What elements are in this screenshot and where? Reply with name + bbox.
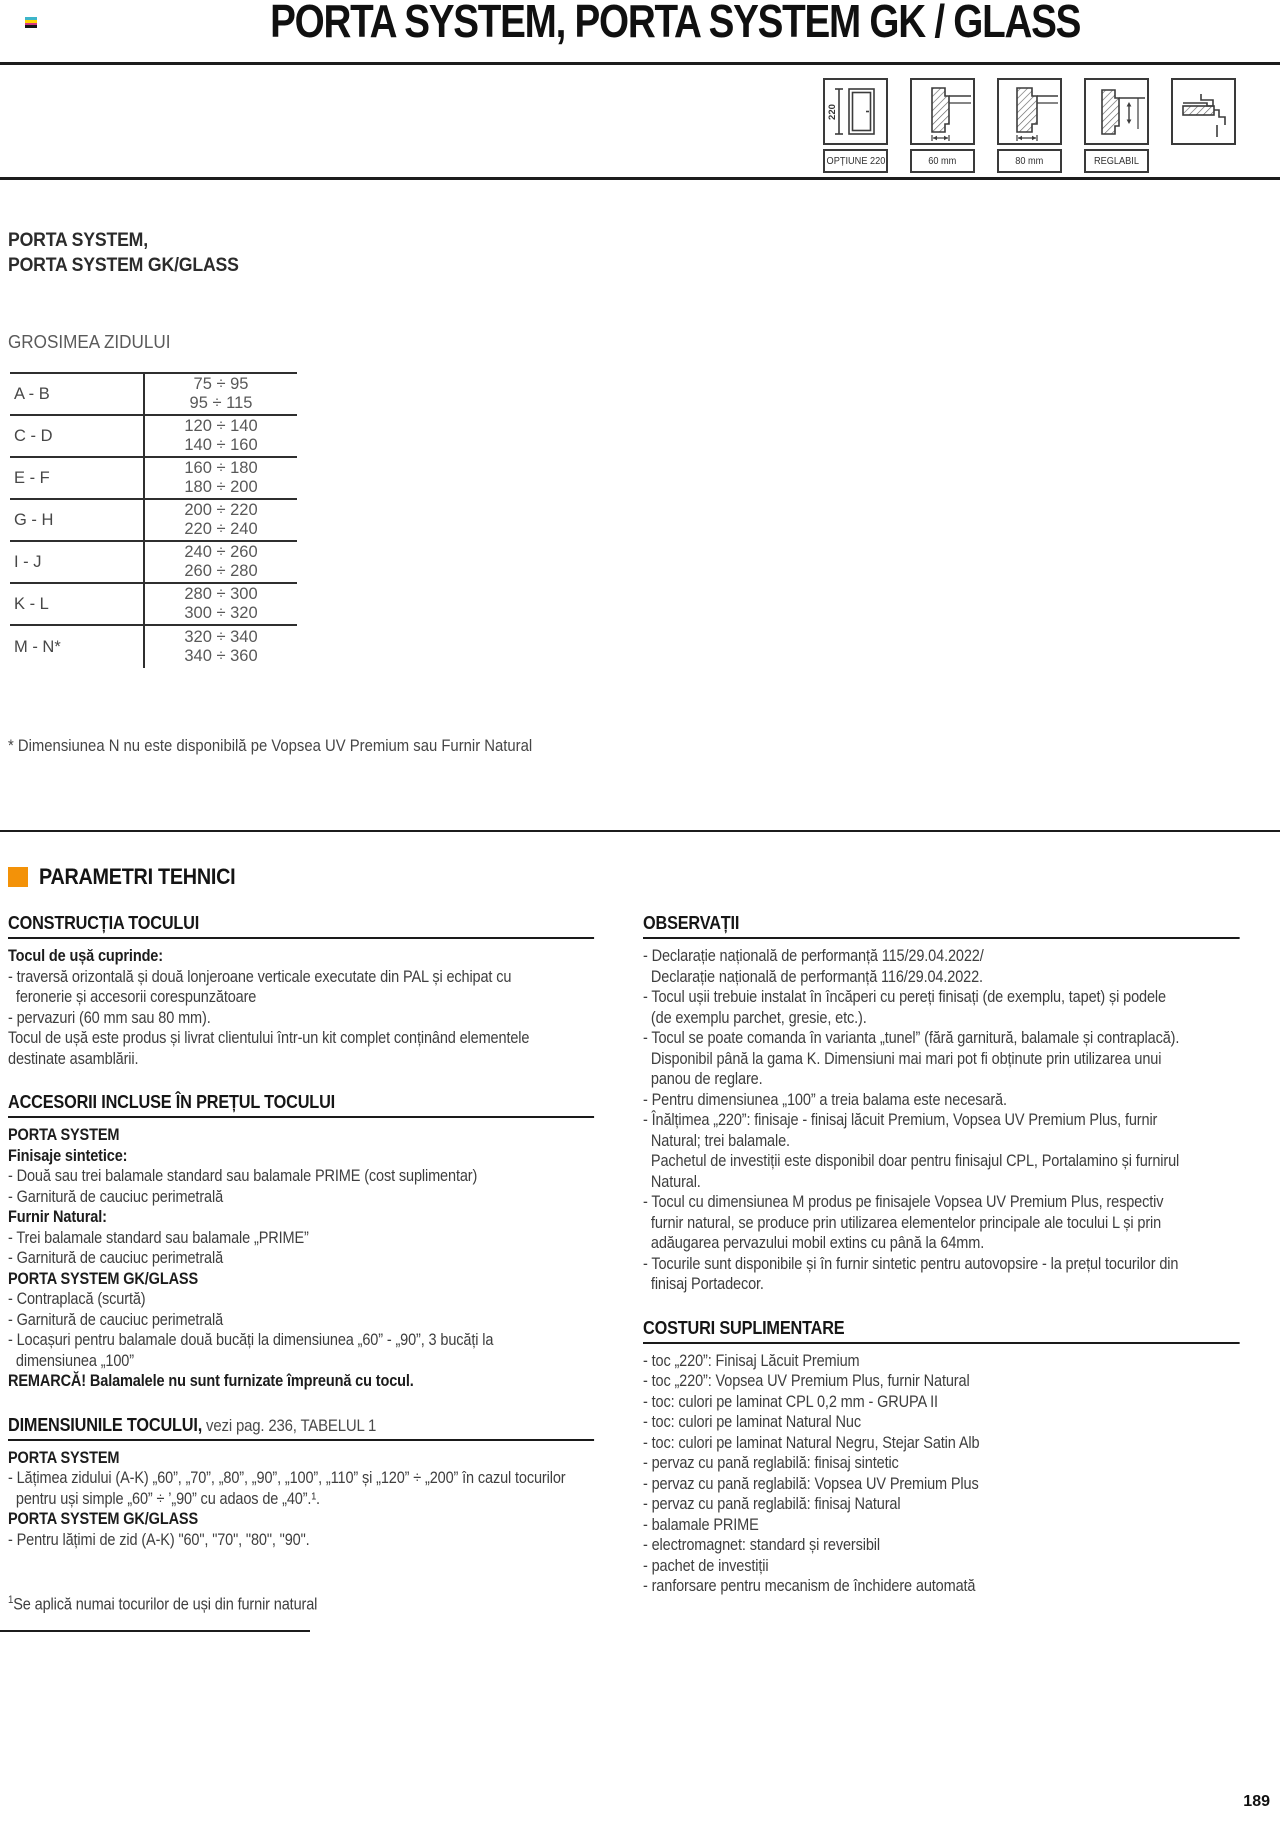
text-line: - Locașuri pentru balamale două bucăți la dimensiunea „60” - „90”, 3 bucăți la (8, 1331, 494, 1349)
text-line: - Tocul se poate comanda în varianta „tunel” (fără garnitură, balamale și contraplacă). (643, 1029, 1180, 1047)
table-row (10, 374, 297, 416)
text-line: - toc: culori pe laminat Natural Nuc (643, 1413, 861, 1431)
section (643, 912, 1240, 1295)
text-line: PORTA SYSTEM (8, 1126, 120, 1144)
text-line: - Declarație națională de performanță 115/29.04.2022/ (643, 947, 984, 965)
header-rule-top (0, 62, 1280, 65)
table-row (10, 416, 297, 458)
text-line: - toc: culori pe laminat Natural Negru, Stejar Satin Alb (643, 1433, 980, 1452)
text-line: - pervazuri (60 mm sau 80 mm). (8, 1008, 211, 1027)
row-label: C - D (14, 426, 53, 445)
row-values: 240 ÷ 260 260 ÷ 280 (143, 542, 297, 582)
section (8, 912, 594, 1069)
text-line: - Înălțimea „220”: finisaje - finisaj lăcuit Premium, Vopsea UV Premium Plus, furnir (643, 1111, 1158, 1129)
pictogram-reglabil (1084, 78, 1149, 173)
text-line: furnir natural, se produce prin utilizarea elementelor principale ale tocului L și prin (650, 1213, 1162, 1232)
pictogram-label: 60 mm (910, 149, 975, 173)
corner-profile-icon (1171, 78, 1236, 145)
text-line: PORTA SYSTEM GK/GLASS (8, 1269, 199, 1288)
text-line: - balamale PRIME (643, 1515, 759, 1534)
table-row (10, 542, 297, 584)
text-line: feronerie și accesorii corespunzătoare (15, 988, 257, 1006)
right-column (643, 912, 1240, 1597)
row-label: A - B (14, 384, 50, 403)
text-line: - toc: culori pe laminat CPL 0,2 mm - GRUPA II (643, 1392, 938, 1411)
frame-width-80-icon (997, 78, 1062, 145)
row-values: 120 ÷ 140 140 ÷ 160 (143, 416, 297, 456)
text-line: finisaj Portadecor. (650, 1275, 764, 1293)
table-row (10, 584, 297, 626)
text-line: (de exemplu parchet, gresie, etc.). (650, 1008, 867, 1027)
text-line: Natural; trei balamale. (650, 1131, 790, 1150)
row-values: 320 ÷ 340 340 ÷ 360 (143, 626, 297, 668)
text-line: - pachet de investiții (643, 1556, 769, 1575)
text-line: - Trei balamale standard sau balamale „PRIME” (8, 1228, 309, 1247)
footer-rule (0, 1630, 310, 1632)
text-line: - ranforsare pentru mecanism de închidere automată (643, 1577, 976, 1595)
text-line: Natural. (650, 1172, 701, 1191)
header-rule-bottom (0, 177, 1280, 180)
text-line: Tocul de ușă cuprinde: (8, 947, 163, 965)
right-sections-host (643, 912, 1240, 1597)
text-line: - toc „220”: Finisaj Lăcuit Premium (643, 1351, 860, 1370)
text-line: panou de reglare. (650, 1070, 763, 1088)
text-line: destinate asamblării. (8, 1049, 139, 1068)
text-line: Furnir Natural: (8, 1208, 107, 1226)
text-line: - Două sau trei balamale standard sau balamale PRIME (cost suplimentar) (8, 1167, 478, 1185)
text-line: - Tocul ușii trebuie instalat în încăperi cu pereți finisați (de exemplu, tapet) și podele (643, 988, 1166, 1006)
text-line: REMARCĂ! Balamalele nu sunt furnizate împreună cu tocul. (8, 1372, 414, 1390)
text-line: dimensiunea „100” (15, 1351, 134, 1370)
text-line: PORTA SYSTEM (8, 1448, 120, 1467)
section-title: CONSTRUCȚIA TOCULUI (8, 912, 594, 939)
frame-width-60-icon (910, 78, 975, 145)
table-row (10, 500, 297, 542)
pictogram-label: OPȚIUNE 220 (823, 149, 888, 173)
row-label: E - F (14, 468, 50, 487)
text-line: - Pentru lățimi de zid (A-K) "60", "70", "80", "90". (8, 1530, 310, 1549)
text-line: - Contraplacă (scurtă) (8, 1290, 146, 1308)
row-label: K - L (14, 594, 49, 613)
text-line: - pervaz cu pană reglabilă: finisaj Natural (643, 1495, 901, 1513)
print-registration-mark (25, 17, 37, 28)
text-line: Disponibil până la gama K. Dimensiuni mai mari pot fi obținute prin utilizarea unui (650, 1049, 1162, 1068)
text-line: - traversă orizontală și două lonjeroane verticale executate din PAL și echipat cu (8, 967, 512, 986)
text-line: adăugarea pervazului mobil extins cu până la 64mm. (650, 1234, 985, 1252)
row-values: 200 ÷ 220 220 ÷ 240 (143, 500, 297, 540)
product-title: PORTA SYSTEM, PORTA SYSTEM GK/GLASS (8, 230, 239, 276)
left-column (8, 912, 594, 1615)
footnote-sup: 1 (8, 1594, 14, 1606)
left-sections-host (8, 912, 594, 1550)
text-line: - Garnitură de cauciuc perimetrală (8, 1310, 224, 1329)
pictogram-corner (1171, 78, 1236, 173)
row-values: 160 ÷ 180 180 ÷ 200 (143, 458, 297, 498)
row-label: M - N* (14, 637, 61, 656)
section-title: ACCESORII INCLUSE ÎN PREȚUL TOCULUI (8, 1091, 594, 1118)
text-line: Declarație națională de performanță 116/29.04.2022. (650, 967, 983, 986)
row-values: 280 ÷ 300 300 ÷ 320 (143, 584, 297, 624)
pictogram-60mm (910, 78, 975, 173)
section (8, 1091, 594, 1392)
pictogram-strip (823, 78, 1236, 173)
section (643, 1317, 1240, 1597)
page-number: 189 (1243, 1793, 1270, 1810)
text-line: - pervaz cu pană reglabilă: finisaj sintetic (643, 1454, 899, 1472)
text-line: Tocul de ușă este produs și livrat clientului într-un kit complet conținând elementele (8, 1029, 530, 1047)
tech-heading (8, 864, 257, 890)
wall-table-caption: GROSIMEA ZIDULUI (8, 332, 171, 352)
text-line: - Garnitură de cauciuc perimetrală (8, 1187, 224, 1206)
text-line: PORTA SYSTEM GK/GLASS (8, 1510, 199, 1528)
section-title: OBSERVAȚII (643, 912, 1240, 939)
row-label: I - J (14, 552, 42, 571)
tech-heading-label: PARAMETRI TEHNICI (39, 864, 236, 889)
text-line: - pervaz cu pană reglabilă: Vopsea UV Premium Plus (643, 1474, 979, 1493)
footnote-text: Se aplică numai tocurilor de uși din furnir natural (13, 1595, 318, 1614)
frame-adjustable-icon (1084, 78, 1149, 145)
text-line: - Tocul cu dimensiunea M produs pe finisajele Vopsea UV Premium Plus, respectiv (643, 1193, 1164, 1211)
pictogram-option-220 (823, 78, 888, 173)
text-line: pentru uși simple „60” ÷ ’„90” cu adaos de „40”.¹. (15, 1489, 320, 1508)
wall-thickness-table (10, 372, 297, 668)
pictogram-label: REGLABIL (1084, 149, 1149, 173)
text-line: - Garnitură de cauciuc perimetrală (8, 1249, 224, 1267)
section-title: DIMENSIUNILE TOCULUI, vezi pag. 236, TABELUL 1 (8, 1414, 594, 1441)
row-label: G - H (14, 510, 54, 529)
text-line: - Pentru dimensiunea „100” a treia balama este necesară. (643, 1090, 1007, 1109)
text-line: - toc „220”: Vopsea UV Premium Plus, furnir Natural (643, 1372, 970, 1390)
page-title: PORTA SYSTEM, PORTA SYSTEM GK / GLASS (270, 0, 1080, 47)
table-row (10, 458, 297, 500)
pictogram-80mm (997, 78, 1062, 173)
section-title: COSTURI SUPLIMENTARE (643, 1317, 1240, 1344)
text-line: - electromagnet: standard și reversibil (643, 1536, 880, 1554)
accent-square (8, 867, 28, 887)
door-height-220-icon (823, 78, 888, 145)
footnote (8, 1590, 594, 1615)
section-divider (0, 830, 1280, 832)
door-height-value: 220 (827, 104, 838, 120)
table-note: * Dimensiunea N nu este disponibilă pe Vopsea UV Premium sau Furnir Natural (8, 737, 533, 755)
text-line: - Tocurile sunt disponibile și în furnir sintetic pentru autovopsire - la prețul tocurilor din (643, 1254, 1179, 1273)
text-line: Finisaje sintetice: (8, 1146, 128, 1165)
section (8, 1414, 594, 1551)
row-values: 75 ÷ 95 95 ÷ 115 (143, 374, 297, 414)
text-line: - Lățimea zidului (A-K) „60”, „70”, „80”, „90”, „100”, „110” și „120” ÷ „200” în cazul tocurilor (8, 1469, 566, 1487)
text-line: Pachetul de investiții este disponibil doar pentru finisajul CPL, Portalamino și furnirul (650, 1152, 1180, 1170)
pictogram-label: 80 mm (997, 149, 1062, 173)
table-row (10, 626, 297, 668)
